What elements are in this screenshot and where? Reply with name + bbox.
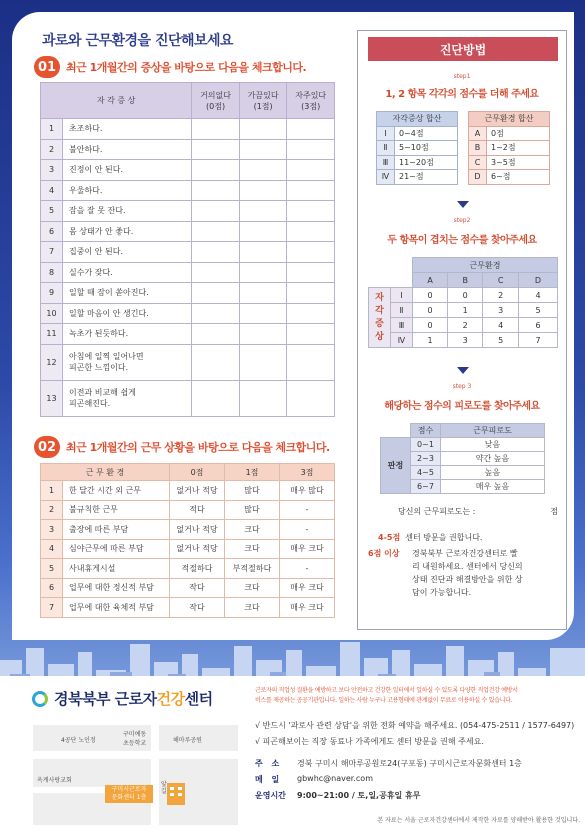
table-row: 8 실수가 잦다. xyxy=(41,262,335,283)
table-row: C 3~5점 xyxy=(469,155,550,170)
table-row: 3 출장에 따른 부담 없거나 적당 크다 - xyxy=(41,520,335,540)
check-cell[interactable] xyxy=(239,344,287,380)
header-sometimes: 가끔있다 (1점) xyxy=(239,83,287,119)
header-never: 거의없다 (0점) xyxy=(192,83,240,119)
table-header-row xyxy=(41,464,335,481)
note-recommend: √ 피곤해보이는 직장 동료나 가족에게도 센터 방문을 권해 주세요. xyxy=(255,737,484,746)
section2-title: 최근 1개월간의 근무 상황을 바탕으로 다음을 체크합니다. xyxy=(66,441,330,454)
check-cell[interactable] xyxy=(239,221,287,242)
diagnosis-panel xyxy=(357,30,567,630)
check-cell[interactable] xyxy=(287,344,335,380)
table-row: 4 심야근무에 따른 부담 없거나 적당 크다 매우 크다 xyxy=(41,539,335,559)
section2-number-badge: 02 xyxy=(34,436,60,458)
check-cell[interactable] xyxy=(287,324,335,345)
check-cell[interactable] xyxy=(192,242,240,263)
table-row: 6 업무에 대한 정신적 부담 작다 크다 매우 크다 xyxy=(41,578,335,598)
page-title: 과로와 근무환경을 진단해보세요 xyxy=(42,33,234,49)
table-row: 2 불안하다. xyxy=(41,139,335,160)
table-row: 7 업무에 대한 육체적 부담 작다 크다 매우 크다 xyxy=(41,598,335,618)
footer-note: 본 자료는 서울 근로자건강센터에서 제작한 자료를 양해받아 활용한 것입니다. xyxy=(377,817,580,824)
header-symptom: 자 각 증 상 xyxy=(41,83,192,119)
step2-title: 두 항목이 겹치는 점수를 찾아주세요 xyxy=(387,235,537,246)
center-intro: 근로자의 직업성 질환을 예방하고 보다 안전하고 건강한 일터에서 일하실 수 있도록 다양한 직업건강 예방서 비스를 제공하는 공공기관입니다. 일하는 사람 누구나 고용형태에 관계없이 무료로 이용하실 수 있습니다. xyxy=(255,687,518,704)
check-cell[interactable] xyxy=(287,380,335,416)
check-cell[interactable] xyxy=(287,180,335,201)
table-row: A 0점 xyxy=(469,126,550,141)
header-3pt: 3점 xyxy=(280,464,335,481)
fatigue-level-table: 점수 근무피로도 판정 0~1 낮음 2~3 약간 높음 4~5 높음 6~7 매우 높음 xyxy=(380,423,545,494)
table-row: 6~7 매우 높음 xyxy=(381,480,545,494)
check-cell[interactable] xyxy=(239,180,287,201)
check-cell[interactable] xyxy=(239,160,287,181)
table-row: D 6~점 xyxy=(469,170,550,185)
check-cell[interactable] xyxy=(239,303,287,324)
check-cell[interactable] xyxy=(192,303,240,324)
check-cell[interactable] xyxy=(192,139,240,160)
section1-title: 최근 1개월간의 증상을 바탕으로 다음을 체크합니다. xyxy=(66,61,307,74)
table-header-row xyxy=(41,83,335,119)
table-row: Ⅰ 0~4점 xyxy=(377,126,458,141)
check-cell[interactable] xyxy=(239,324,287,345)
check-cell[interactable] xyxy=(287,303,335,324)
header-often: 자주있다 (3점) xyxy=(287,83,335,119)
table-row: 4 우울하다. xyxy=(41,180,335,201)
check-cell[interactable] xyxy=(192,283,240,304)
check-cell[interactable] xyxy=(287,139,335,160)
check-cell[interactable] xyxy=(287,242,335,263)
table-row: 3 진정이 안 된다. xyxy=(41,160,335,181)
header-environment: 근 무 환 경 xyxy=(41,464,170,481)
step1-title: 1, 2 항목 각각의 점수를 더해 주세요 xyxy=(385,89,539,100)
table-row: 5 잠을 잘 못 잔다. xyxy=(41,201,335,222)
check-cell[interactable] xyxy=(192,324,240,345)
check-cell[interactable] xyxy=(192,119,240,140)
table-row: 7 집중이 안 된다. xyxy=(41,242,335,263)
address-row: 주 소 경북 구미시 해마루공원로24(구포동) 구미시근로자문화센터 1층 xyxy=(255,759,522,768)
check-cell[interactable] xyxy=(192,221,240,242)
center-logo xyxy=(32,688,213,709)
panel-title: 진단방법 xyxy=(368,37,558,61)
check-cell[interactable] xyxy=(239,139,287,160)
table-row: 1 초조하다. xyxy=(41,119,335,140)
table-row: 10 일할 마음이 안 생긴다. xyxy=(41,303,335,324)
table-row: 2 불규칙한 근무 적다 많다 - xyxy=(41,500,335,520)
step3-title: 해당하는 점수의 피로도를 찾아주세요 xyxy=(384,401,540,412)
self-symptom-sum-table: 자각증상 합산 Ⅰ 0~4점 Ⅱ 5~10점 Ⅲ 11~20점 Ⅳ 21~점 xyxy=(376,111,458,185)
header-1pt: 1점 xyxy=(225,464,280,481)
check-cell[interactable] xyxy=(239,380,287,416)
check-cell[interactable] xyxy=(239,201,287,222)
result-unit: 점 xyxy=(550,507,558,516)
check-cell[interactable] xyxy=(192,180,240,201)
recommend-1: 4-5점 센터 방문을 권합니다. xyxy=(378,533,483,542)
matrix-row-title: 자 각 증 상 xyxy=(369,288,391,348)
center-name: 경북북부 근로자건강센터 xyxy=(54,690,213,708)
check-cell[interactable] xyxy=(287,262,335,283)
step1-label: step1 xyxy=(453,73,471,80)
check-cell[interactable] xyxy=(192,262,240,283)
check-cell[interactable] xyxy=(192,201,240,222)
result-label: 당신의 근무피로도는 : xyxy=(398,507,476,516)
check-cell[interactable] xyxy=(192,344,240,380)
section2-header xyxy=(34,436,330,458)
environment-sum-table: 근무환경 합산 A 0점 B 1~2점 C 3~5점 D 6~점 xyxy=(468,111,550,185)
table-row: 자 각 증 상 Ⅰ 0 0 2 4 xyxy=(369,288,558,303)
table-row: Ⅲ 11~20점 xyxy=(377,155,458,170)
result-line xyxy=(398,506,558,517)
table-row: 12 아침에 일찍 일어나면 피곤한 느낌이다. xyxy=(41,344,335,380)
check-cell[interactable] xyxy=(239,119,287,140)
table-row: 13 이전과 비교해 쉽게 피곤해진다. xyxy=(41,380,335,416)
table-row: 1 한 달간 시간 외 근무 없거나 적당 많다 매우 많다 xyxy=(41,481,335,501)
check-cell[interactable] xyxy=(287,160,335,181)
table-row: Ⅱ 0 1 3 5 xyxy=(369,303,558,318)
table-row: 6 몸 상태가 안 좋다. xyxy=(41,221,335,242)
table-row: 9 일할 때 잠이 쏟아진다. xyxy=(41,283,335,304)
check-cell[interactable] xyxy=(287,283,335,304)
check-cell[interactable] xyxy=(239,262,287,283)
arrow-down-icon xyxy=(457,201,469,208)
step3-label: step 3 xyxy=(452,383,472,390)
section1-header xyxy=(34,56,306,78)
check-cell[interactable] xyxy=(192,160,240,181)
recommend-2: 6점 이상 경북북부 근로자건강센터로 빨 리 내원하세요. 센터에서 당신의 상태 진단과 해결방안을 위한 상 담이 가능합니다. xyxy=(368,549,523,597)
symptom-checklist-table xyxy=(40,82,335,417)
building-icon xyxy=(165,779,187,805)
hours-row: 운영시간 9:00~21:00 / 토,일,공휴일 휴무 xyxy=(255,791,421,800)
email-link[interactable]: gbwhc@naver.com xyxy=(297,774,373,783)
check-cell[interactable] xyxy=(239,283,287,304)
check-cell[interactable] xyxy=(287,221,335,242)
map-center-marker: 구미시근로자 문화센터 1층 xyxy=(105,785,153,803)
table-row: 5 사내휴게시설 적절하다 부적절하다 - xyxy=(41,559,335,579)
table-row: 판정 0~1 낮음 xyxy=(381,438,545,452)
table-row: 2~3 약간 높음 xyxy=(381,452,545,466)
table-row: Ⅱ 5~10점 xyxy=(377,141,458,156)
check-cell[interactable] xyxy=(287,201,335,222)
location-map: 4공단 노인정 구미예동 초등학교 해마루공원 옥계사랑교회 앞 길 구미시근로자 문화센터 1층 xyxy=(33,725,238,825)
score-matrix-table: 근무환경 A B C D 자 각 증 상 Ⅰ 0 0 2 4 Ⅱ 0 1 3 5 Ⅲ 0 2 4 6 Ⅳ 1 3 5 7 xyxy=(368,257,558,348)
section1-number-badge: 01 xyxy=(34,56,60,78)
check-cell[interactable] xyxy=(239,242,287,263)
check-cell[interactable] xyxy=(192,380,240,416)
arrow-down-icon xyxy=(457,367,469,374)
table-row: B 1~2점 xyxy=(469,141,550,156)
table-row: Ⅳ 21~점 xyxy=(377,170,458,185)
table-row: 4~5 높음 xyxy=(381,466,545,480)
table-row: 11 녹초가 된듯하다. xyxy=(41,324,335,345)
check-cell[interactable] xyxy=(287,119,335,140)
logo-icon xyxy=(32,691,48,707)
email-row: 메 일 gbwhc@naver.com xyxy=(255,774,373,784)
note-reservation: √ 반드시 '과로사 관련 상담'을 위한 전화 예약을 해주세요. (054-475-2511 / 1577-6497) xyxy=(255,721,575,730)
table-row: Ⅲ 0 2 4 6 xyxy=(369,318,558,333)
step2-label: step2 xyxy=(453,217,471,224)
work-environment-table xyxy=(40,463,335,618)
header-0pt: 0점 xyxy=(170,464,225,481)
table-row: Ⅳ 1 3 5 7 xyxy=(369,333,558,348)
